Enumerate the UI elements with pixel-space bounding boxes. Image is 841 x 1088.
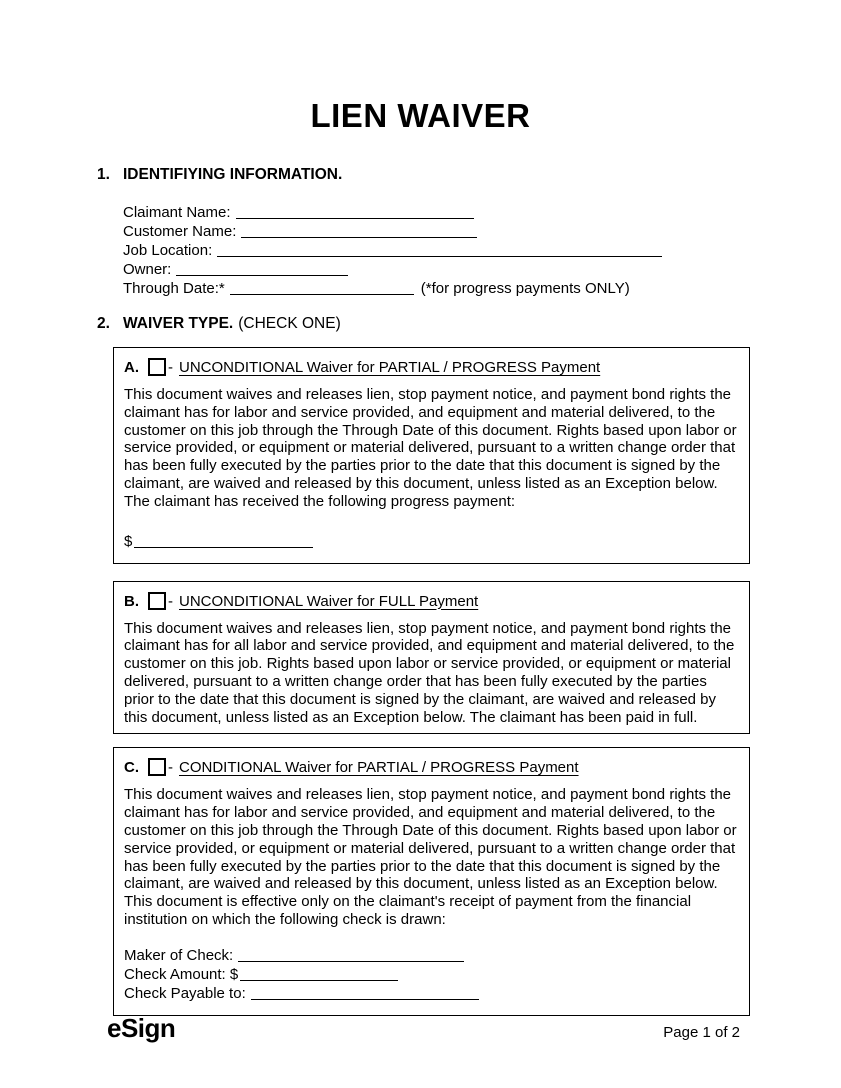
check-amount-row (124, 965, 739, 984)
section1-number: 1. (97, 166, 110, 183)
section2-title-text: WAIVER TYPE. (123, 315, 234, 332)
option-c-letter: C. (124, 759, 139, 777)
option-a-header (124, 357, 739, 379)
check-payable-input[interactable] (251, 987, 479, 1000)
option-b-checkbox[interactable] (148, 592, 166, 610)
progress-payment-row (124, 532, 739, 551)
option-b-separator: - (168, 592, 173, 610)
maker-of-check-input[interactable] (238, 949, 464, 962)
check-fields (124, 946, 739, 1003)
option-a-separator: - (168, 359, 173, 376)
through-date-input[interactable] (230, 282, 414, 295)
esign-logo: eSign (107, 1013, 176, 1043)
option-b-body: This document waives and releases lien, stop payment notice, and payment bond rights the claimant has for all labor and service provided, and equipment and material delivered, to the customer on this job. Rights based upon labor or service provided, or equipment or material delivered, pursuant to a written change order that has been fully executed by the parties prior to the date that this document is signed by the claimant, are waived and released by this document, unless listed as an Exception below. The claimant has been paid in full. (124, 619, 735, 726)
maker-of-check-row (124, 946, 739, 965)
option-b-header (124, 591, 739, 613)
check-payable-row (124, 984, 739, 1003)
through-date-note: (*for progress payments ONLY) (420, 280, 630, 297)
through-date-label: Through Date:* (123, 280, 225, 297)
section1-title: IDENTIFIYING INFORMATION. (123, 166, 343, 183)
section2-heading (0, 315, 841, 333)
job-location-row (123, 241, 841, 260)
progress-payment-label: $ (124, 532, 133, 550)
customer-name-input[interactable] (241, 225, 477, 238)
owner-row (123, 260, 841, 279)
section2-title (123, 315, 341, 333)
option-a-checkbox[interactable] (148, 358, 166, 376)
option-c-checkbox[interactable] (148, 758, 166, 776)
through-date-row (123, 279, 841, 298)
owner-input[interactable] (176, 263, 348, 276)
section1-heading (0, 166, 841, 184)
claimant-name-input[interactable] (236, 206, 474, 219)
claimant-name-row (123, 203, 841, 222)
option-c-box (113, 747, 750, 1015)
customer-name-row (123, 222, 841, 241)
section2-title-note: (CHECK ONE) (238, 315, 341, 332)
claimant-name-label: Claimant Name: (123, 204, 231, 221)
job-location-input[interactable] (217, 244, 662, 257)
job-location-label: Job Location: (123, 242, 213, 259)
check-amount-input[interactable] (240, 968, 398, 981)
option-c-title: CONDITIONAL Waiver for PARTIAL / PROGRESS Payment (179, 759, 579, 777)
option-b-box (113, 581, 750, 735)
check-amount-label: Check Amount: $ (124, 965, 239, 983)
check-payable-label: Check Payable to: (124, 984, 246, 1002)
option-a-body: This document waives and releases lien, stop payment notice, and payment bond rights the claimant has for labor and service provided, and equipment and material delivered, to the customer on this job through the Through Date of this document. Rights based upon labor or service provided, or equipment or material delivered, pursuant to a written change order that has been fully executed by the parties prior to the date that this document is signed by the claimant, are waived and released by this document, unless listed as an Exception below. The claimant has received the following progress payment: (124, 386, 737, 510)
page-footer (107, 1013, 740, 1044)
option-a-letter: A. (124, 359, 139, 376)
option-c-header (124, 757, 739, 779)
customer-name-label: Customer Name: (123, 223, 237, 240)
progress-payment-input[interactable] (134, 535, 313, 548)
maker-of-check-label: Maker of Check: (124, 946, 234, 964)
identity-fields (123, 203, 841, 298)
page-indicator: Page 1 of 2 (663, 1024, 740, 1041)
document-title: LIEN WAIVER (310, 97, 531, 134)
option-a-box (113, 347, 750, 564)
option-c-body: This document waives and releases lien, stop payment notice, and payment bond rights the claimant has for labor and service provided, and equipment and material delivered, to the customer on this job through the Through Date of this document. Rights based upon labor or service provided, or equipment or material delivered, pursuant to a written change order that has been fully executed by the parties prior to the date that this document is signed by the claimant, are waived and released by this document, unless listed as an Exception below. This document is effective only on the claimant's receipt of payment from the financial institution on which the following check is drawn: (124, 786, 737, 928)
option-b-letter: B. (124, 592, 139, 610)
owner-label: Owner: (123, 261, 172, 278)
section2-number: 2. (97, 315, 110, 332)
option-b-title: UNCONDITIONAL Waiver for FULL Payment (179, 592, 479, 610)
option-c-separator: - (168, 759, 173, 777)
option-a-title: UNCONDITIONAL Waiver for PARTIAL / PROGRESS Payment (179, 359, 601, 376)
